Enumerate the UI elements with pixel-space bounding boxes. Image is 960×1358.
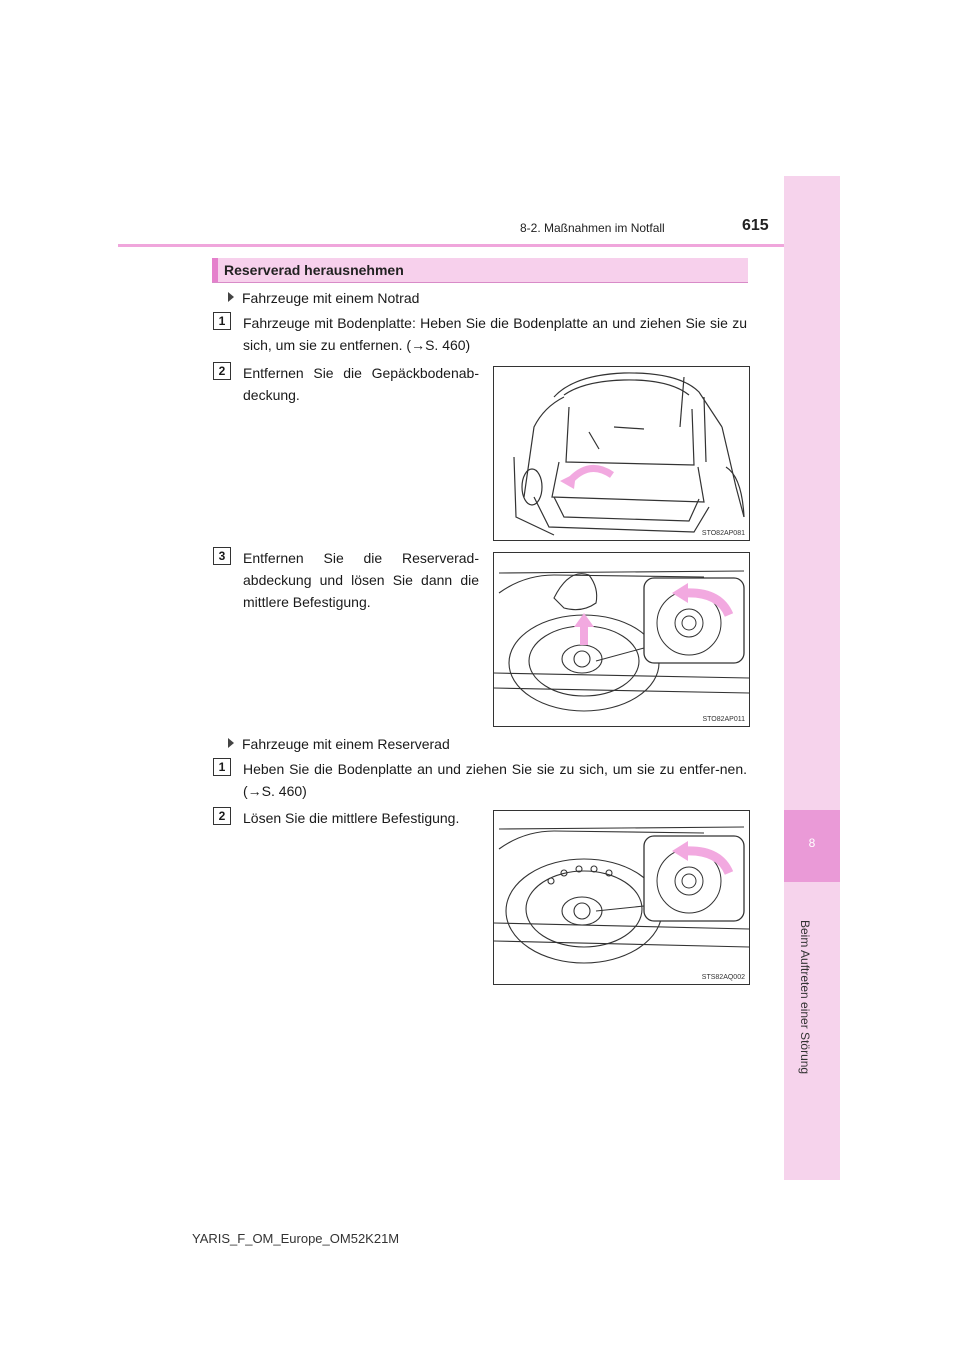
figure-code: STO82AP081 bbox=[701, 530, 745, 537]
step-badge: 2 bbox=[213, 362, 231, 380]
trunk-illustration bbox=[494, 367, 749, 540]
group-label-notrad bbox=[228, 287, 419, 309]
section-heading-rule bbox=[212, 282, 748, 283]
chapter-sidebar bbox=[784, 176, 840, 1180]
spare-tire-illustration bbox=[494, 553, 749, 726]
step-text: Heben Sie die Bodenplatte an und ziehen Sie sie zu sich, um sie zu entfer-nen. (→S. 460) bbox=[243, 761, 747, 799]
step-badge: 2 bbox=[213, 807, 231, 825]
step-badge: 1 bbox=[213, 312, 231, 330]
chapter-number: 8 bbox=[808, 836, 816, 850]
triangle-bullet-icon bbox=[228, 292, 234, 302]
group-label-text: Fahrzeuge mit einem Notrad bbox=[242, 290, 420, 306]
step-badge: 1 bbox=[213, 758, 231, 776]
step-text: Lösen Sie die mittlere Befestigung. bbox=[243, 810, 460, 826]
spare-tire-illustration bbox=[494, 811, 749, 984]
header-section-title: 8-2. Maßnahmen im Notfall bbox=[520, 221, 665, 235]
footer-document-code: YARIS_F_OM_Europe_OM52K21M bbox=[192, 1231, 400, 1246]
step-text: Entfernen Sie die Gepäckbodenab-deckung. bbox=[243, 365, 479, 403]
figure-spare-cover bbox=[493, 552, 750, 727]
group-label-text: Fahrzeuge mit einem Reserverad bbox=[242, 736, 450, 752]
figure-code: STS82AQ002 bbox=[701, 974, 745, 981]
chapter-title: Beim Auftreten einer Störung bbox=[798, 920, 812, 1075]
step-text: Fahrzeuge mit Bodenplatte: Heben Sie die Bodenplatte an und ziehen Sie sie zu sich, um sie zu entfernen. (→S. 460) bbox=[243, 315, 747, 353]
group-label-reserverad bbox=[228, 733, 450, 755]
header-rule bbox=[118, 244, 784, 247]
figure-code: STO82AP011 bbox=[702, 716, 745, 723]
triangle-bullet-icon bbox=[228, 738, 234, 748]
page-number: 615 bbox=[742, 217, 769, 234]
step-text: Entfernen Sie die Reserverad-abdeckung und lösen Sie dann die mittlere Befestigung. bbox=[243, 550, 479, 610]
figure-spare-tire bbox=[493, 810, 750, 985]
step-badge: 3 bbox=[213, 547, 231, 565]
section-title: Reserverad herausnehmen bbox=[224, 262, 404, 278]
figure-luggage-cover bbox=[493, 366, 750, 541]
